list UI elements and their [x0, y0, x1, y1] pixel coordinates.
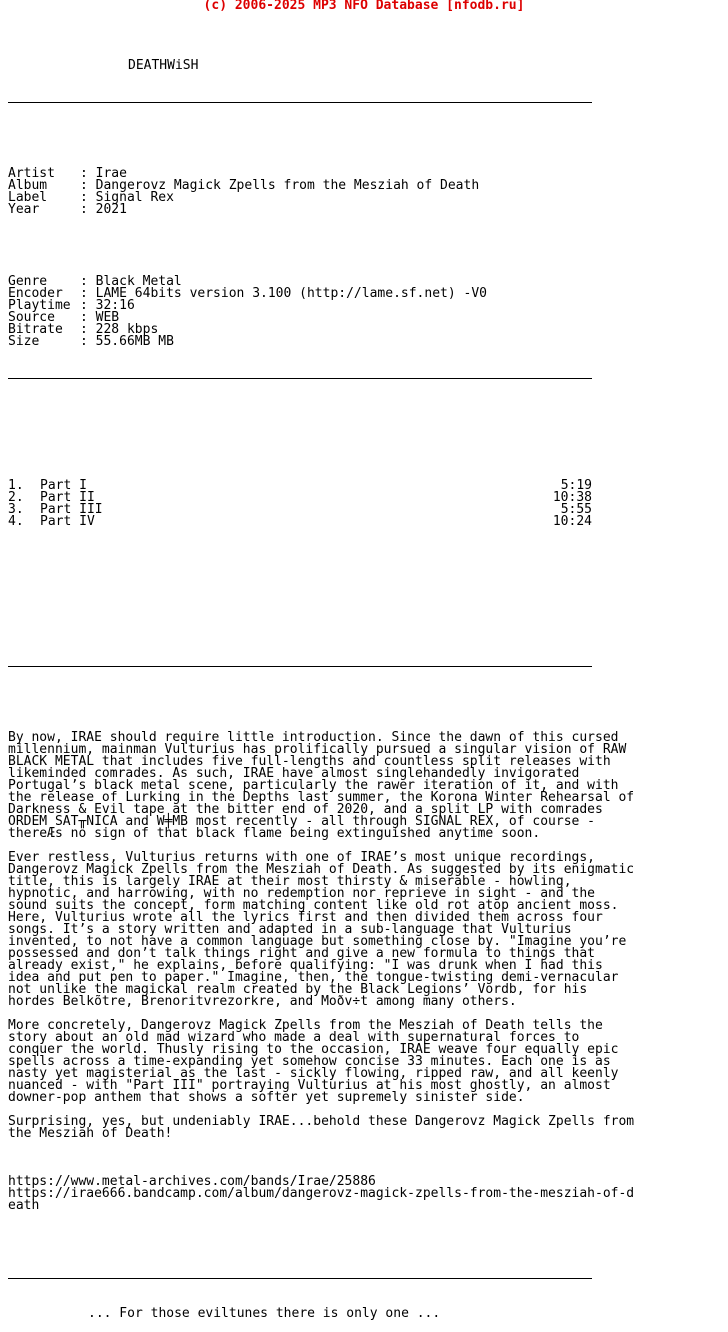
track-row — [8, 516, 592, 528]
info-row — [8, 204, 720, 216]
info-value: 2021 — [95, 202, 127, 217]
review-text — [8, 732, 720, 1152]
info-value: Signal Rex — [95, 190, 174, 205]
review-paragraph: Ever restless, Vulturius returns with one of IRAE’s most unique recordings, Dangerovz Magick Zpells from the Mesziah of Death. As suggested by its enigmatic title, this is largely IRAE at their most thirsty & miserable - howling, hypnotic, and harrowing, with no redemption nor reprieve in sight - and the sound suits the concept, form matching content like old rot atop ancient moss. Here, Vulturius wrote all the lyrics first and then divided them across four songs. It’s a story written and adapted in a sub-language that Vulturius invented, to not have a common language but something close by. "Imagine you’re possessed and don’t talk things right and give a new formula to things that already exist," he explains, before qualifying: "I was drunk when I had this idea and put pen to paper." Imagine, then, the tongue-twisting demi-vernacular not unlike the magickal realm created by the Black Legions’ Vordb, for his hordes Belkõtre, Brenoritvrezorkre, and Moðv÷t among many others. — [8, 850, 635, 1009]
info-key: Size — [8, 334, 40, 349]
track-time: 10:24 — [552, 514, 592, 529]
info-key: Playtime — [8, 298, 71, 313]
info-key: Bitrate — [8, 322, 63, 337]
info-key: Source — [8, 310, 55, 325]
info-sep: : — [80, 334, 96, 349]
track-time: 5:19 — [560, 478, 592, 493]
release-info — [8, 168, 720, 216]
track-time: 10:38 — [552, 490, 592, 505]
track-number: 3. — [8, 502, 24, 517]
info-key: Genre — [8, 274, 48, 289]
track-title: Part IV — [40, 514, 95, 529]
external-link[interactable]: https://www.metal-archives.com/bands/Irae/25886 — [8, 1174, 376, 1189]
group-name: DEATHWiSH — [128, 58, 199, 73]
info-value: Black Metal — [95, 274, 182, 289]
review-paragraph: Surprising, yes, but undeniably IRAE...behold these Dangerovz Magick Zpells from the Mesziah of Death! — [8, 1114, 635, 1141]
divider — [8, 372, 720, 384]
info-key: Label — [8, 190, 48, 205]
info-key: Artist — [8, 166, 55, 181]
info-sep: : — [80, 322, 96, 337]
links-section — [8, 1176, 720, 1212]
tracklist — [8, 480, 720, 528]
info-value: Irae — [95, 166, 127, 181]
info-sep: : — [80, 190, 96, 205]
technical-info — [8, 276, 720, 348]
divider — [8, 96, 720, 108]
info-value: Dangerovz Magick Zpells from the Mesziah of Death — [95, 178, 480, 193]
info-sep: : — [80, 178, 96, 193]
info-sep: : — [80, 286, 96, 301]
info-sep: : — [80, 274, 96, 289]
track-title: Part II — [40, 490, 95, 505]
info-value: 228 kbps — [95, 322, 159, 337]
info-value: 32:16 — [95, 298, 135, 313]
external-link[interactable]: https://irae666.bandcamp.com/album/dangerovz-magick-zpells-from-the-mesziah-of-d eath — [8, 1186, 635, 1213]
info-row — [8, 336, 720, 348]
track-row — [8, 504, 592, 516]
divider — [8, 660, 720, 672]
info-sep: : — [80, 298, 96, 313]
info-key: Year — [8, 202, 40, 217]
info-key: Encoder — [8, 286, 63, 301]
info-key: Album — [8, 178, 48, 193]
info-value: 55.66MB MB — [95, 334, 174, 349]
track-title: Part III — [40, 502, 103, 517]
nfo-document — [8, 0, 720, 1332]
info-sep: : — [80, 310, 96, 325]
footer-tagline: ... For those eviltunes there is only one ... — [88, 1306, 441, 1321]
info-value: LAME 64bits version 3.100 (http://lame.sf.net) -V0 — [95, 286, 487, 301]
track-number: 1. — [8, 478, 24, 493]
track-time: 5:55 — [560, 502, 592, 517]
track-row — [8, 480, 592, 492]
spacer — [8, 24, 720, 36]
review-paragraph: More concretely, Dangerovz Magick Zpells from the Mesziah of Death tells the story about an old mad wizard who made a deal with supernatural forces to conquer the world. Thusly rising to the occasion, IRAE weave four equally epic spells across a time-expanding yet somehow concise 33 minutes. Each one is as nasty yet magisterial as the last - sickly flowing, ripped raw, and all keenly nuanced - with "Part III" portraying Vulturius at his most ghostly, an almost downer-pop anthem that shows a softer yet supremely sinister side. — [8, 1018, 619, 1105]
info-sep: : — [80, 202, 96, 217]
track-number: 4. — [8, 514, 24, 529]
site-header[interactable]: (c) 2006-2025 MP3 NFO Database [nfodb.ru] — [203, 0, 525, 13]
review-paragraph: By now, IRAE should require little introduction. Since the dawn of this cursed millennium, mainman Vulturius has prolifically pursued a singular vision of RAW BLACK METAL that includes five full-lengths and countless split releases with likeminded comrades. As such, IRAE have almost singlehandedly invigorated Portugal’s black metal scene, particularly the rawer iteration of it, and with the release of Lurking in the Depths last summer, the Korona Winter Rehearsal of Darkness & Evil tape at the bitter end of 2020, and a split LP with comrades ORDEM SAT╥NICA and W╪MB most recently - all through SIGNAL REX, of course - thereÆs no sign of that black flame being extinguished anytime soon. — [8, 730, 635, 841]
track-number: 2. — [8, 490, 24, 505]
divider — [8, 1272, 720, 1284]
info-sep: : — [80, 166, 96, 181]
track-title: Part I — [40, 478, 87, 493]
info-value: WEB — [95, 310, 120, 325]
